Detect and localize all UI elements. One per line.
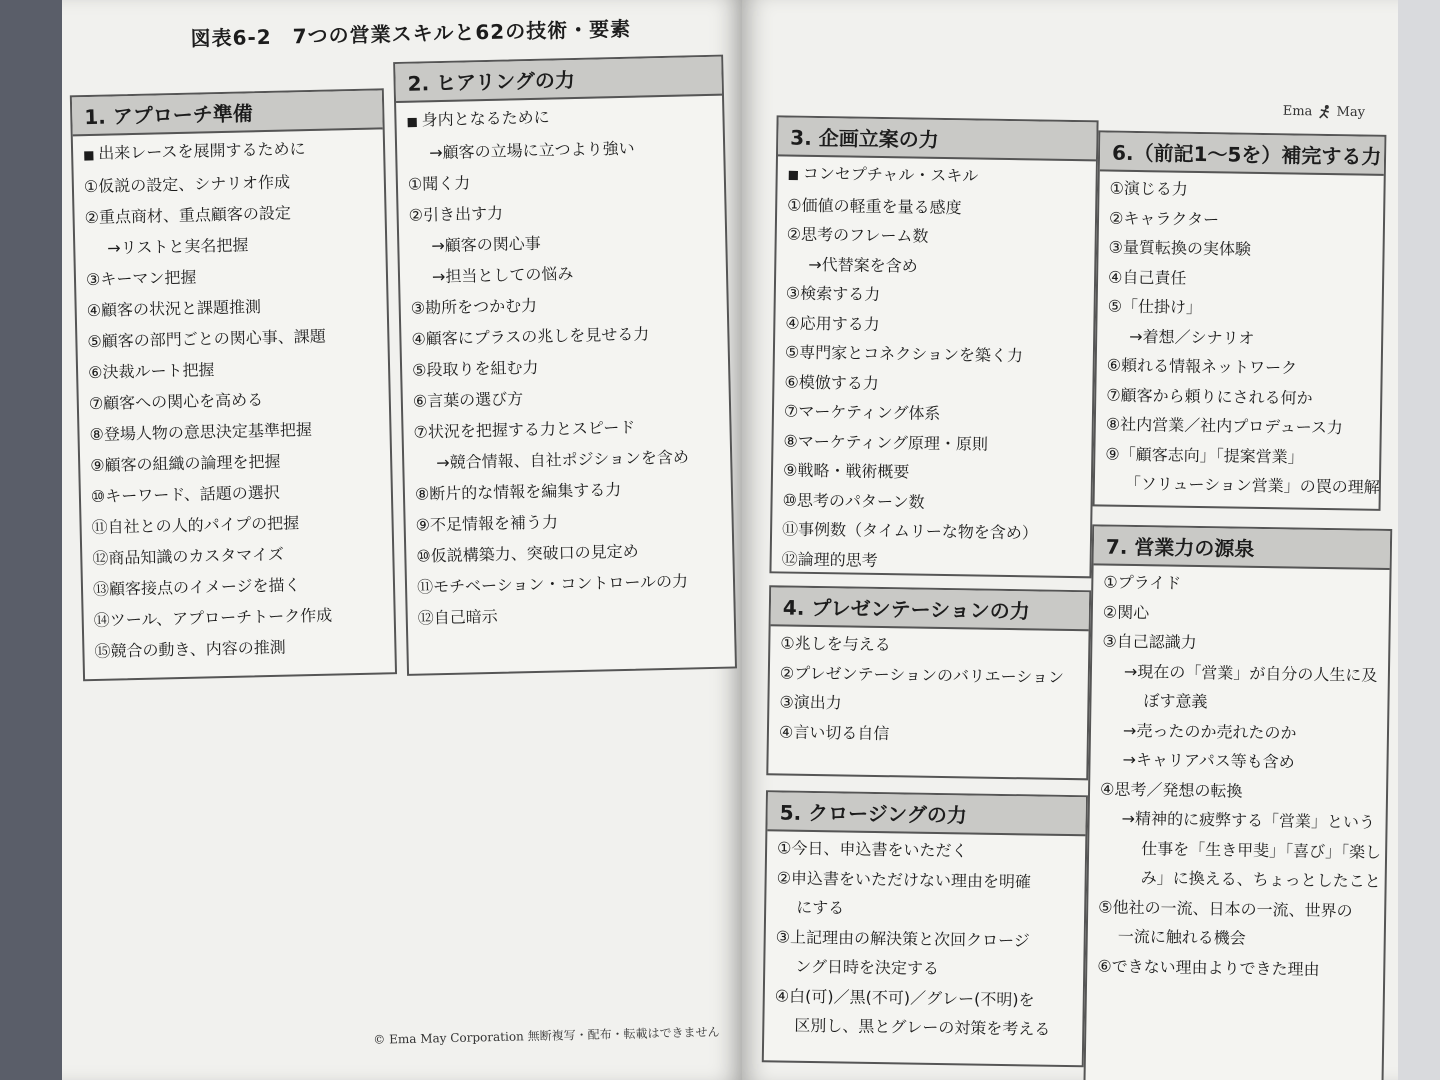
section-2-box <box>393 55 737 676</box>
section-7-list <box>1087 565 1390 991</box>
section-5-list <box>764 831 1085 1050</box>
section-3-title: 3. 企画立案の力 <box>778 117 1097 161</box>
section-3-list <box>771 156 1096 584</box>
section-2-item: ⑤段取りを組む力 <box>411 357 539 380</box>
section-7-item: →精神的に疲弊する「営業」という <box>1121 808 1376 832</box>
section-3-item: ①価値の軽重を量る感度 <box>787 195 962 217</box>
section-1-item: ⑬顧客接点のイメージを描く <box>92 575 301 600</box>
left-page <box>62 0 742 1080</box>
section-1-item: ■ 出来レースを展開するために <box>83 132 374 172</box>
section-3-item: ⑤専門家とコネクションを築く力 <box>784 342 1024 366</box>
section-2-item: ④顧客にプラスの兆しを見せる力 <box>411 324 650 349</box>
section-1-item: ④顧客の状況と課題推測 <box>86 297 262 321</box>
section-5-item: 区別し、黒とグレーの対策を考える <box>794 1015 1051 1039</box>
section-1-item: ⑭ツール、アプローチトーク作成 <box>93 605 333 631</box>
section-7-item: ぼす意義 <box>1143 691 1208 712</box>
section-1-box <box>70 88 397 681</box>
section-2-item: ③勘所をつかむ力 <box>410 295 538 318</box>
section-4-item: ④言い切る自信 <box>778 721 890 743</box>
logo-text-left: Ema <box>1282 103 1313 120</box>
section-6-item: ④自己責任 <box>1107 267 1187 288</box>
section-6-box <box>1093 130 1387 510</box>
section-7-item: →キャリアパス等も含め <box>1122 749 1295 772</box>
section-7-item: ①プライド <box>1103 572 1182 593</box>
section-7-item: →売ったのか売れたのか <box>1122 720 1297 743</box>
section-6-item: ⑥頼れる情報ネットワーク <box>1106 355 1298 378</box>
section-1-item: →リストと実名把握 <box>107 235 249 258</box>
section-6-item: 「ソリューション営業」の罠の理解 <box>1124 473 1380 497</box>
section-3-box <box>769 115 1098 578</box>
section-6-item: ⑤「仕掛け」 <box>1107 296 1203 318</box>
section-1-list <box>73 129 395 673</box>
section-6-item: ②キャラクター <box>1108 208 1220 229</box>
section-4-list <box>769 626 1089 757</box>
section-3-item: ⑦マーケティング体系 <box>783 401 941 423</box>
section-4-item: ③演出力 <box>779 692 842 713</box>
section-1-item: ②重点商材、重点顧客の設定 <box>84 203 292 228</box>
logo-text-right: May <box>1336 104 1366 121</box>
section-7-item: ②関心 <box>1102 602 1150 622</box>
section-6-list <box>1095 171 1384 508</box>
section-3-item: ⑥模倣する力 <box>784 371 879 393</box>
section-2-list <box>396 96 734 640</box>
section-2-item: ⑩仮説構築力、突破口の見定め <box>416 541 639 566</box>
section-1-item: ③キーマン把握 <box>85 267 197 290</box>
section-1-item: ⑥決裁ルート把握 <box>87 360 215 383</box>
section-2-item: →担当としての悩み <box>431 264 574 287</box>
section-5-item: にする <box>796 897 845 918</box>
section-1-item: ⑦顧客への関心を高める <box>88 390 264 414</box>
brand-logo <box>1283 103 1366 120</box>
section-7-item: ③自己認識力 <box>1102 631 1197 653</box>
section-3-item: ■ コンセプチャル・スキル <box>787 159 1085 195</box>
section-7-item: ④思考／発想の転換 <box>1099 779 1243 801</box>
section-4-box <box>766 585 1091 780</box>
section-4-item: ①兆しを与える <box>780 633 891 655</box>
section-2-item: ⑥言葉の選び方 <box>412 389 524 411</box>
section-6-item: ⑧社内営業／社内プロデュース力 <box>1105 414 1344 438</box>
section-3-item: ⑨戦略・戦術概要 <box>782 460 910 482</box>
section-5-item: ③上記理由の解決策と次回クロージ <box>775 926 1030 950</box>
right-page <box>742 0 1398 1080</box>
section-3-item: ⑫論理的思考 <box>781 548 878 570</box>
section-7-box <box>1083 524 1392 1080</box>
section-1-item: ⑩キーワード、話題の選択 <box>90 482 281 507</box>
section-1-item: ①仮説の設定、シナリオ作成 <box>83 172 291 197</box>
section-1-item: ⑫商品知識のカスタマイズ <box>92 544 285 569</box>
section-1-item: ⑤顧客の部門ごとの関心事、課題 <box>87 326 326 352</box>
section-7-item: →現在の「営業」が自分の人生に及 <box>1123 661 1378 685</box>
section-1-item: ⑮競合の動き、内容の推測 <box>94 637 286 662</box>
section-2-item: ⑪モチベーション・コントロールの力 <box>416 571 689 597</box>
running-figure-icon <box>1316 104 1332 120</box>
section-1-item: ⑧登場人物の意思決定基準把握 <box>89 420 313 445</box>
section-3-item: ②思考のフレーム数 <box>786 224 929 246</box>
section-2-item: →顧客の関心事 <box>431 233 541 256</box>
section-7-title: 7. 営業力の源泉 <box>1094 526 1391 570</box>
section-5-box <box>762 790 1088 1067</box>
section-6-item: ⑨「顧客志向」「提案営業」 <box>1105 444 1304 467</box>
section-5-item: ①今日、申込書をいただく <box>776 838 968 861</box>
section-6-item: →着想／シナリオ <box>1129 326 1255 348</box>
section-3-item: ④応用する力 <box>785 313 880 334</box>
section-2-item: ⑨不足情報を補う力 <box>415 512 559 535</box>
section-3-item: →代替案を含め <box>808 254 918 276</box>
section-6-title: 6.（前記1～5を）補完する力 <box>1100 132 1385 175</box>
section-4-title: 4. プレゼンテーションの力 <box>771 587 1090 631</box>
section-5-item: ②申込書をいただけない理由を明確 <box>776 867 1032 891</box>
section-6-item: ③量質転換の実体験 <box>1108 237 1252 259</box>
section-1-item: ⑪自社との人的パイプの把握 <box>91 513 300 538</box>
section-7-item: 一流に触れる機会 <box>1117 926 1246 948</box>
section-6-item: ①演じる力 <box>1109 178 1189 199</box>
section-2-item: ⑦状況を把握する力とスピード <box>413 417 636 442</box>
section-3-item: ⑩思考のパターン数 <box>782 489 925 512</box>
copyright-notice: © Ema May Corporation 無断複写・配布・転載はできません <box>373 1024 720 1047</box>
section-2-item: ⑧断片的な情報を編集する力 <box>414 480 622 504</box>
section-3-item: ⑪事例数（タイムリーな物を含め） <box>781 519 1038 543</box>
section-3-item: ⑧マーケティング原理・原則 <box>783 430 989 454</box>
figure-title: 図表6-2 7つの営業スキルと62の技術・要素 <box>190 16 632 51</box>
section-2-title: 2. ヒアリングの力 <box>395 57 722 103</box>
section-2-item: ■ 身内となるために <box>406 98 713 138</box>
section-2-item: ⑫自己暗示 <box>417 606 498 628</box>
section-7-item: 仕事を「生き甲斐」「喜び」「楽し <box>1141 838 1382 862</box>
section-5-title: 5. クロージングの力 <box>767 792 1086 836</box>
section-5-item: ④白(可)／黒(不可)／グレー(不明)を <box>774 985 1035 1009</box>
section-3-item: ③検索する力 <box>785 283 881 304</box>
section-1-item: ⑨顧客の組織の論理を把握 <box>90 451 281 476</box>
section-2-item: ①聞く力 <box>407 173 471 194</box>
section-4-item: ②プレゼンテーションのバリエーション <box>779 662 1065 687</box>
section-1-title: 1. アプローチ準備 <box>72 90 383 136</box>
section-7-item: み」に換える、ちょっとしたこと <box>1140 868 1381 891</box>
section-2-item: →競合情報、自社ポジションを含め <box>436 447 690 473</box>
section-2-item: →顧客の立場に立つより強い <box>429 138 635 163</box>
section-7-item: ⑤他社の一流、日本の一流、世界の <box>1098 896 1353 920</box>
section-6-item: ⑦顧客から頼りにされる何か <box>1106 385 1313 408</box>
section-2-item: ②引き出す力 <box>408 203 504 225</box>
section-7-item: ⑥できない理由よりできた理由 <box>1097 955 1320 979</box>
section-5-item: ング日時を決定する <box>795 956 940 978</box>
